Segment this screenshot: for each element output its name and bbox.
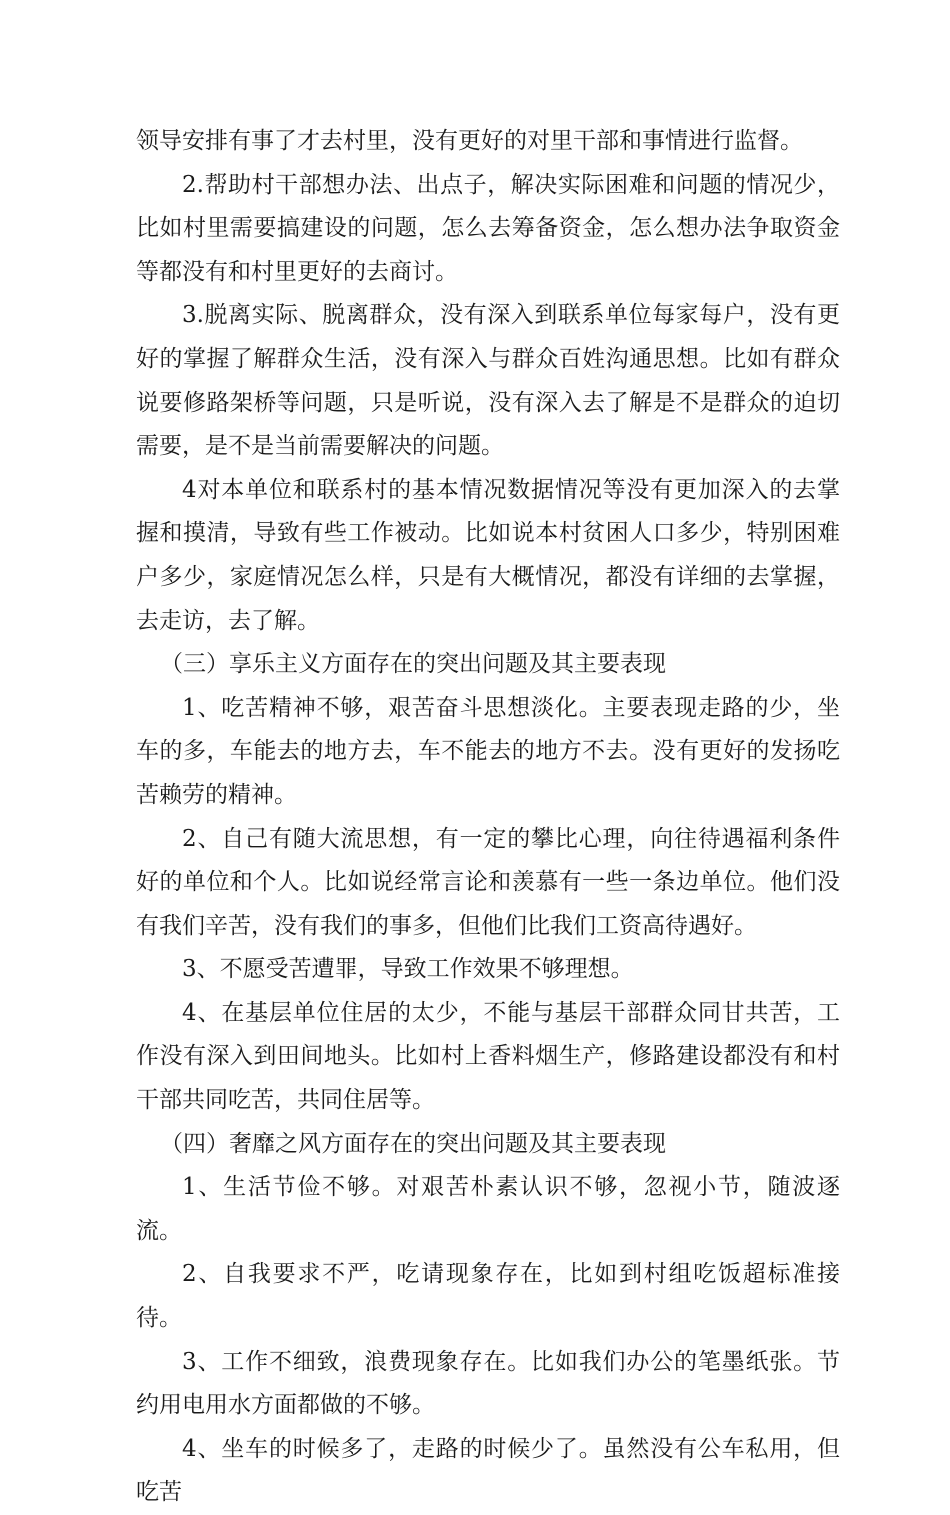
paragraph-item-2: 2.帮助村干部想办法、出点子，解决实际困难和问题的情况少，比如村里需要搞建设的问题，怎么去筹备资金，怎么想办法争取资金等都没有和村里更好的去商讨。 (136, 171, 840, 285)
paragraph-hedonism-1: 1、吃苦精神不够，艰苦奋斗思想淡化。主要表现走路的少，坐车的多，车能去的地方去，车不能去的地方不去。没有更好的发扬吃苦赖劳的精神。 (136, 694, 840, 808)
paragraph-hedonism-2: 2、自己有随大流思想，有一定的攀比心理，向往待遇福利条件好的单位和个人。比如说经常言论和羡慕有一些一条边单位。他们没有我们辛苦，没有我们的事多，但他们比我们工资高待遇好。 (136, 825, 840, 939)
paragraph-extravagance-2: 2、自我要求不严，吃请现象存在，比如到村组吃饭超标准接待。 (136, 1261, 840, 1332)
paragraph-item-4: 4对本单位和联系村的基本情况数据情况等没有更加深入的去掌握和摸清，导致有些工作被动。比如说本村贫困人口多少，特别困难户多少，家庭情况怎么样，只是有大概情况，都没有详细的去掌握，去走访，去了解。 (136, 476, 840, 634)
paragraph-hedonism-3: 3、不愿受苦遭罪，导致工作效果不够理想。 (182, 956, 634, 983)
document-body (136, 120, 840, 1515)
paragraph-extravagance-1: 1、生活节俭不够。对艰苦朴素认识不够，忽视小节，随波逐流。 (136, 1174, 840, 1244)
paragraph-extravagance-3: 3、工作不细致，浪费现象存在。比如我们办公的笔墨纸张。节约用电用水方面都做的不够。 (136, 1348, 840, 1419)
paragraph-hedonism-4: 4、在基层单位住居的太少，不能与基层干部群众同甘共苦，工作没有深入到田间地头。比如村上香料烟生产，修路建设都没有和村干部共同吃苦，共同住居等。 (136, 999, 840, 1114)
section-heading-4: （四）奢靡之风方面存在的突出问题及其主要表现 (160, 1130, 666, 1157)
section-heading-3: （三）享乐主义方面存在的突出问题及其主要表现 (160, 651, 666, 678)
paragraph-extravagance-4: 4、坐车的时候多了，走路的时候少了。虽然没有公车私用，但吃苦 (136, 1435, 840, 1506)
paragraph-item-3: 3.脱离实际、脱离群众，没有深入到联系单位每家每户，没有更好的掌握了解群众生活，没有深入与群众百姓沟通思想。比如有群众说要修路架桥等问题，只是听说，没有深入去了解是不是群众的迫切需要，是不是当前需要解决的问题。 (136, 302, 840, 460)
paragraph-continuation: 领导安排有事了才去村里，没有更好的对里干部和事情进行监督。 (136, 128, 803, 154)
